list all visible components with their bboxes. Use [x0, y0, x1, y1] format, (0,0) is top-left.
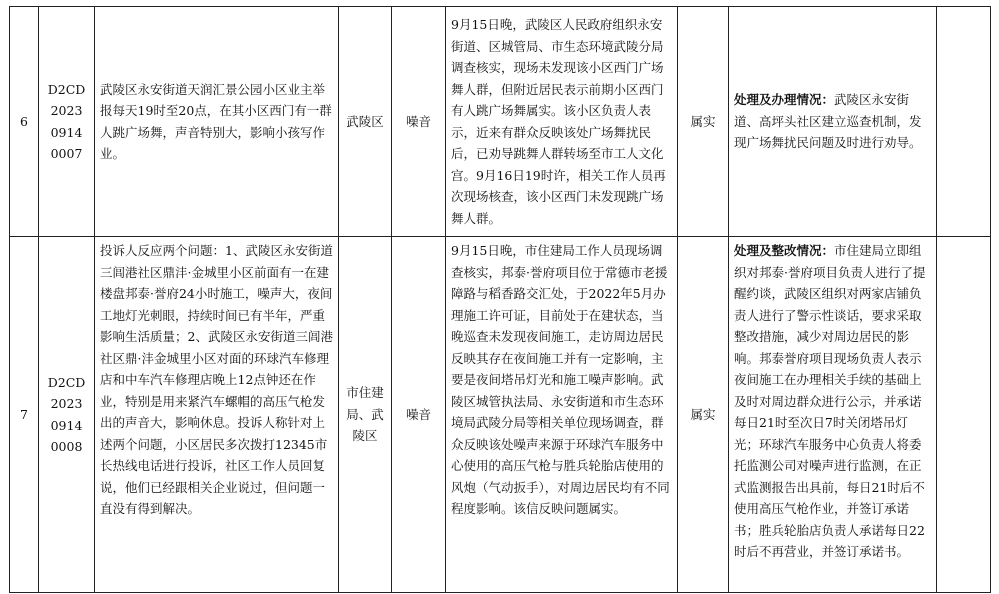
complaint-table [9, 6, 991, 593]
table-row [10, 7, 991, 237]
handling-label: 处理及整改情况： [734, 243, 835, 258]
investigation-result: 9月15日晚，市住建局工作人员现场调查核实，邦泰·誉府项目位于常德市老援障路与稻香路交汇处，于2022年5月办理施工许可证，目前处于在建状态，当晚巡查未发现夜间施工，走访周边居民反映其存在夜间施工并有一定影响，主要是夜间塔吊灯光和施工噪声影响。武陵区城管执法局、永安街道和市生态环境局武陵分局等相关单位现场调查，群众反映该处噪声来源于环球汽车服务中心使用的高压气枪与胜兵轮胎店使用的风炮（气动扳手），对周边居民均有不同程度影响。该信反映问题属实。 [446, 237, 678, 593]
handling-status [729, 7, 937, 237]
district: 武陵区 [339, 7, 392, 237]
case-id: D2CD 2023 0914 0007 [39, 7, 95, 237]
row-number: 7 [10, 237, 39, 593]
handling-label: 处理及办理情况： [734, 92, 835, 108]
handling-text: 市住建局立即组织对邦泰·誉府项目负责人进行了提醒约谈，武陵区组织对两家店铺负责人进行了警示性谈话，要求采取整改措施，减少对周边居民的影响。邦泰誉府项目现场负责人表示夜间施工在办理相关手续的基础上及时对周边群众进行公示，并承诺每日21时至次日7时关闭塔吊灯光；环球汽车服务中心负责人将委托监测公司对噪声进行监测，在正式监测报告出具前，每日21时后不使用高压气枪作业，并签订承诺书；胜兵轮胎店负责人承诺每日22时后不再营业，并签订承诺书。 [734, 243, 926, 559]
complaint-content: 投诉人反应两个问题：1、武陵区永安街道三闾港社区鼎沣·金城里小区前面有一在建楼盘邦泰·誉府24小时施工，噪声大，夜间工地灯光刺眼，持续时间已有半年，严重影响生活质量；2、武陵区永安街道三闾港社区鼎·沣金城里小区对面的环球汽车修理店和中车汽车修理店晚上12点钟还在作业，特别是用来紧汽车螺帽的高压气枪发出的声音大，影响休息。投诉人称针对上述两个问题，小区居民多次拨打12345市长热线电话进行投诉，社区工作人员回复说，他们已经跟相关企业说过，但问题一直没有得到解决。 [95, 237, 339, 593]
note-cell [937, 7, 991, 237]
case-id: D2CD 2023 0914 0008 [39, 237, 95, 593]
pollution-category: 噪音 [392, 7, 446, 237]
note-cell [937, 237, 991, 593]
complaint-content: 武陵区永安街道天润汇景公园小区业主举报每天19时至20点，在其小区西门有一群人跳广场舞，声音特别大，影响小孩写作业。 [95, 7, 339, 237]
row-number: 6 [10, 7, 39, 237]
district: 市住建局、武陵区 [339, 237, 392, 593]
table-row [10, 237, 991, 593]
verdict: 属实 [678, 7, 729, 237]
verdict: 属实 [678, 237, 729, 593]
investigation-result: 9月15日晚，武陵区人民政府组织永安街道、区城管局、市生态环境武陵分局调查核实，现场未发现该小区西门广场舞人群，但附近居民表示前期小区西门有人跳广场舞属实。该小区负责人表示，近来有群众反映该处广场舞扰民后，已劝导跳舞人群转场至市工人文化宫。9月16日19时许，相关工作人员再次现场核查，该小区西门未发现跳广场舞人群。 [446, 7, 678, 237]
handling-text: 武陵区永安街道、高坪头社区建立巡查机制，发现广场舞扰民问题及时进行劝导。 [734, 92, 922, 151]
handling-status [729, 237, 937, 593]
pollution-category: 噪音 [392, 237, 446, 593]
